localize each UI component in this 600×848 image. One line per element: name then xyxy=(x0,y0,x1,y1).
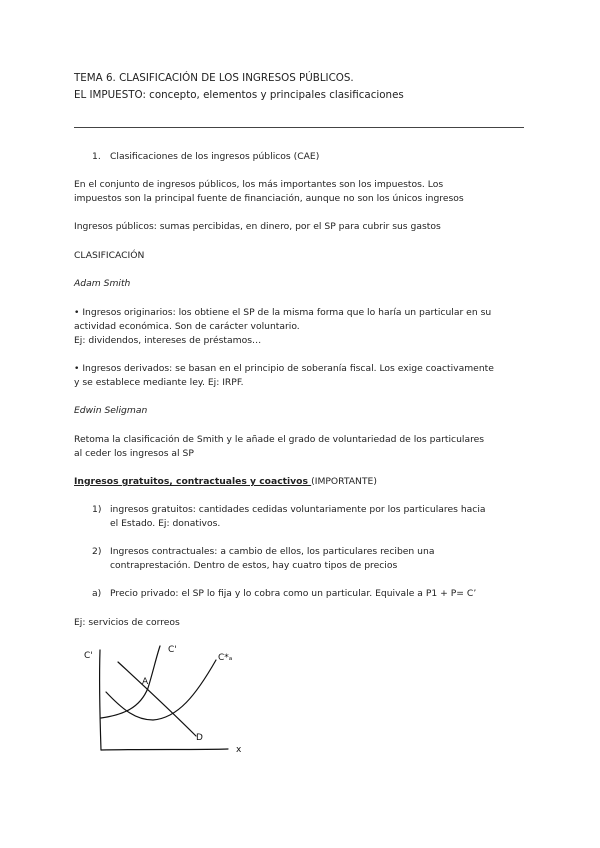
intro-paragraph-line1: En el conjunto de ingresos públicos, los más importantes son los impuestos. Los xyxy=(74,179,444,190)
intersection-label: A xyxy=(142,677,149,687)
tipos-heading: Ingresos gratuitos, contractuales y coactivos xyxy=(74,476,312,487)
curve-c-label: C' xyxy=(168,645,177,655)
section-number: 1. xyxy=(92,151,101,162)
author-edwin-seligman: Edwin Seligman xyxy=(74,405,148,416)
originarios-line1: • Ingresos originarios: los obtiene el SP de la misma forma que lo haría un particular en su xyxy=(74,307,492,318)
originarios-line2: actividad económica. Son de carácter voluntario. xyxy=(74,321,300,332)
definition-paragraph: Ingresos públicos: sumas percibidas, en dinero, por el SP para cubrir sus gastos xyxy=(74,221,441,232)
seligman-line1: Retoma la clasificación de Smith y le añade el grado de voluntariedad de los particulares xyxy=(74,434,485,445)
document-title-line2: EL IMPUESTO: concepto, elementos y principales clasificaciones xyxy=(74,89,404,101)
intro-paragraph-line2: impuestos son la principal fuente de financiación, aunque no son los únicos ingresos xyxy=(74,193,464,204)
horizontal-divider xyxy=(74,127,524,128)
itema-text: Precio privado: el SP lo fija y lo cobra como un particular. Equivale a P1 + P= C’ xyxy=(110,588,477,599)
x-axis-label: x xyxy=(236,745,242,755)
curve-cme-label: C*ₐ xyxy=(218,653,233,663)
item1-marker: 1) xyxy=(92,504,102,515)
tipos-note: (IMPORTANTE) xyxy=(311,476,377,487)
derivados-line2: y se establece mediante ley. Ej: IRPF. xyxy=(74,377,244,388)
item1-line2: el Estado. Ej: donativos. xyxy=(110,518,221,529)
demand-curve xyxy=(118,662,196,736)
author-adam-smith: Adam Smith xyxy=(74,278,131,289)
originarios-line3: Ej: dividendos, intereses de préstamos… xyxy=(74,335,262,346)
clasificacion-label: CLASIFICACIÓN xyxy=(74,250,145,261)
cost-curve-sketch xyxy=(78,640,268,765)
y-axis xyxy=(100,650,101,750)
seligman-line2: al ceder los ingresos al SP xyxy=(74,448,194,459)
item1-line1: ingresos gratuitos: cantidades cedidas voluntariamente por los particulares hacia xyxy=(110,504,486,515)
itema-marker: a) xyxy=(92,588,102,599)
example-text: Ej: servicios de correos xyxy=(74,617,180,628)
item2-marker: 2) xyxy=(92,546,102,557)
demand-label: D xyxy=(196,733,203,743)
section-title: Clasificaciones de los ingresos públicos (CAE) xyxy=(110,151,320,162)
average-cost-curve xyxy=(106,660,216,720)
derivados-line1: • Ingresos derivados: se basan en el principio de soberanía fiscal. Los exige coactivamente xyxy=(74,363,494,374)
document-title-line1: TEMA 6. CLASIFICACIÓN DE LOS INGRESOS PÚBLICOS. xyxy=(74,72,354,84)
y-axis-label: C' xyxy=(84,651,93,661)
item2-line2: contraprestación. Dentro de estos, hay cuatro tipos de precios xyxy=(110,560,398,571)
item2-line1: Ingresos contractuales: a cambio de ellos, los particulares reciben una xyxy=(110,546,435,557)
marginal-cost-curve xyxy=(101,646,160,718)
x-axis xyxy=(101,749,228,750)
tipos-heading-row xyxy=(74,475,377,489)
